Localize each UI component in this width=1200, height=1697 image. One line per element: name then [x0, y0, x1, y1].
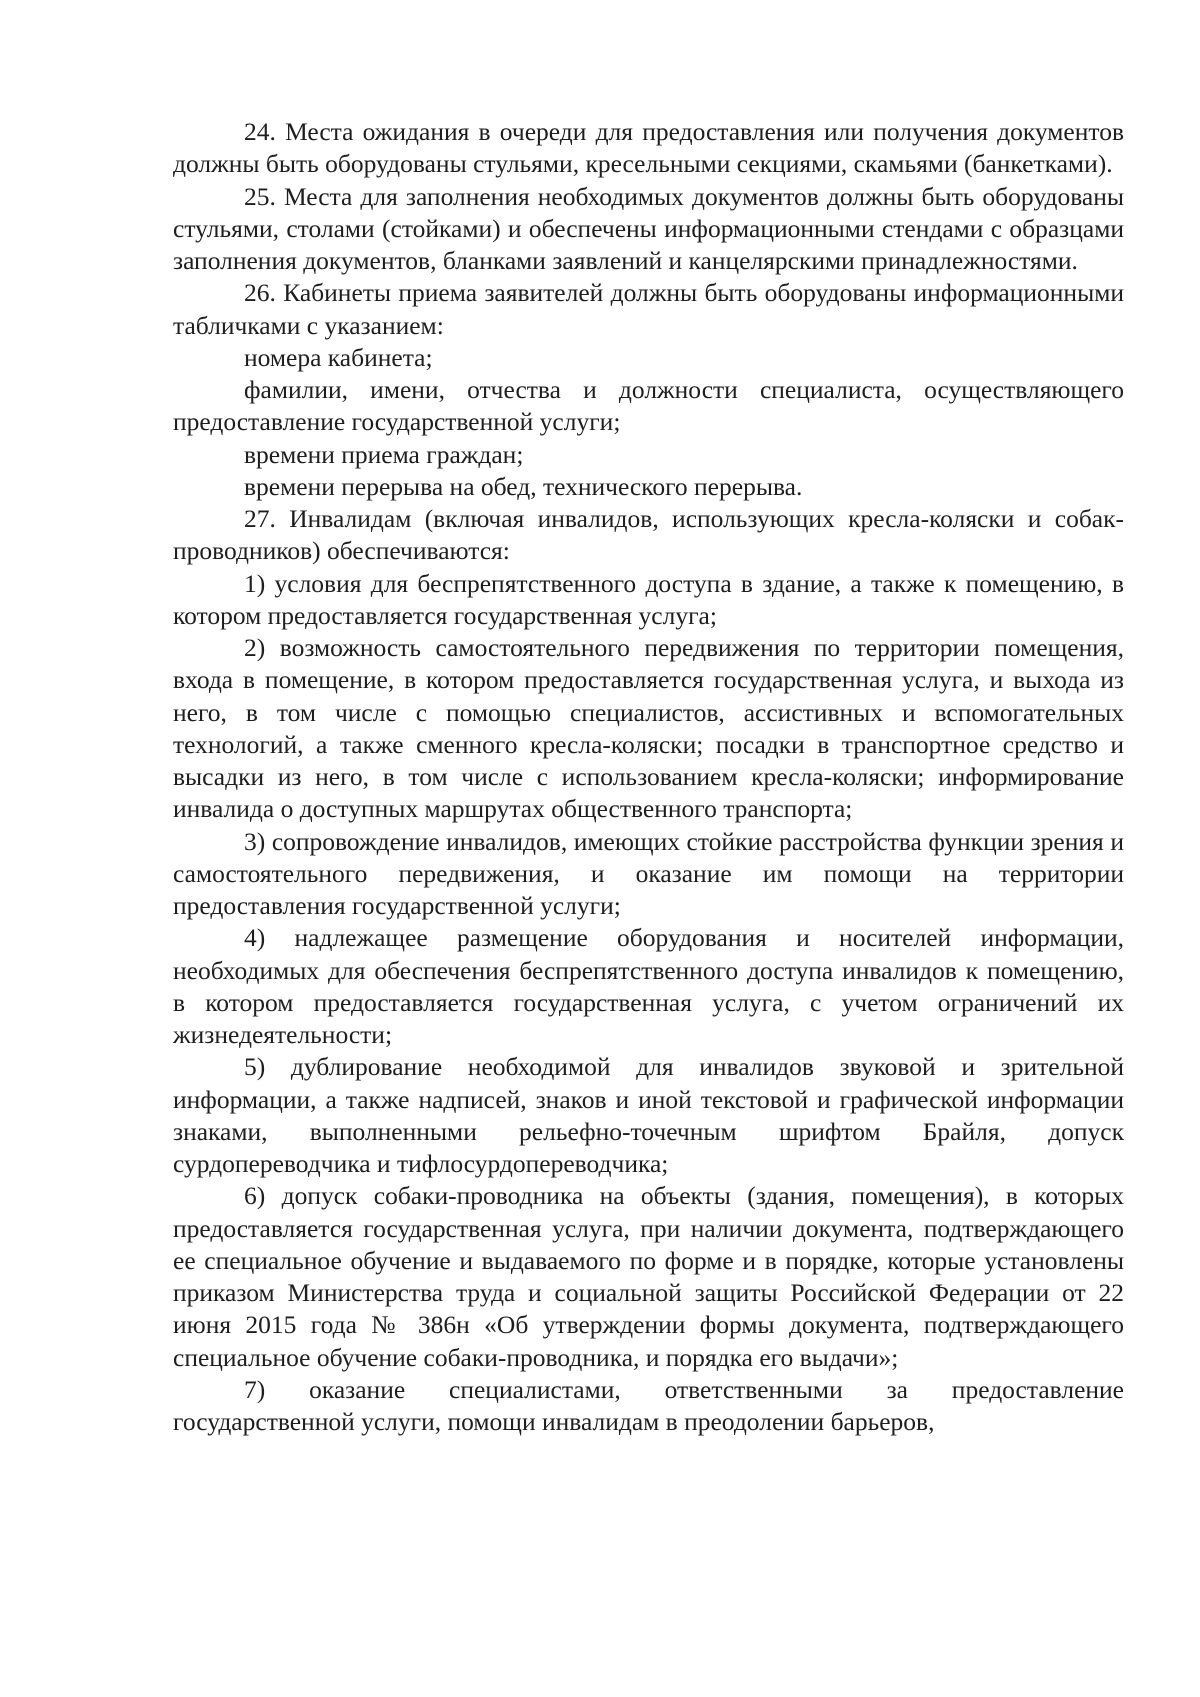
subitem-7: 7) оказание специалистами, ответственными за предоставление государственной услуги, помощи инвалидам в преодолении барьеров,	[173, 1374, 1124, 1436]
list-item-reception-hours: времени приема граждан;	[244, 439, 524, 469]
paragraph-24: 24. Места ожидания в очереди для предоставления или получения документов должны быть оборудованы стульями, кресельными секциями, скамьями (банкетками).	[173, 117, 1124, 179]
subitem-4: 4) надлежащее размещение оборудования и носителей информации, необходимых для обеспечения беспрепятственного доступа инвалидов к помещению, в котором предоставляется государственная услуга, с учетом ограничений их жизнедеятельности;	[173, 923, 1124, 1049]
subitem-5: 5) дублирование необходимой для инвалидов звуковой и зрительной информации, а также надписей, знаков и иной текстовой и графической информации знаками, выполненными рельефно-точечным шрифтом Брайля, допуск сурдопереводчика и тифлосурдопереводчика;	[173, 1052, 1124, 1178]
subitem-2: 2) возможность самостоятельного передвижения по территории помещения, входа в помещение, в котором предоставляется государственная услуга, и выхода из него, в том числе с помощью специалистов, ассистивных и вспомогательных технологий, а также сменного кресла-коляски; посадки в транспортное средство и высадки из него, в том числе с использованием кресла-коляски; информирование инвалида о доступных маршрутах общественного транспорта;	[173, 633, 1124, 824]
paragraph-25: 25. Места для заполнения необходимых документов должны быть оборудованы стульями, столами (стойками) и обеспечены информационными стендами с образцами заполнения документов, бланками заявлений и канцелярскими принадлежностями.	[173, 181, 1124, 275]
paragraph-27: 27. Инвалидам (включая инвалидов, использующих кресла-коляски и собак-проводников) обеспечиваются:	[173, 504, 1124, 566]
subitem-3: 3) сопровождение инвалидов, имеющих стойкие расстройства функции зрения и самостоятельного передвижения, и оказание им помощи на территории предоставления государственной услуги;	[173, 826, 1124, 920]
list-item-room-number: номера кабинета;	[244, 342, 433, 372]
list-item-break-time: времени перерыва на обед, технического перерыва.	[244, 471, 803, 501]
list-item-specialist-name: фамилии, имени, отчества и должности специалиста, осуществляющего предоставление государственной услуги;	[173, 375, 1124, 437]
subitem-6: 6) допуск собаки-проводника на объекты (здания, помещения), в которых предоставляется государственная услуга, при наличии документа, подтверждающего ее специальное обучение и выдаваемого по форме и в порядке, которые установлены приказом Министерства труда и социальной защиты Российской Федерации от 22 июня 2015 года № 386н «Об утверждении формы документа, подтверждающего специальное обучение собаки-проводника, и порядка его выдачи»;	[173, 1181, 1124, 1372]
document-body	[173, 116, 1124, 1438]
paragraph-26: 26. Кабинеты приема заявителей должны быть оборудованы информационными табличками с указанием:	[173, 278, 1124, 340]
subitem-1: 1) условия для беспрепятственного доступа в здание, а также к помещению, в котором предоставляется государственная услуга;	[173, 568, 1124, 630]
